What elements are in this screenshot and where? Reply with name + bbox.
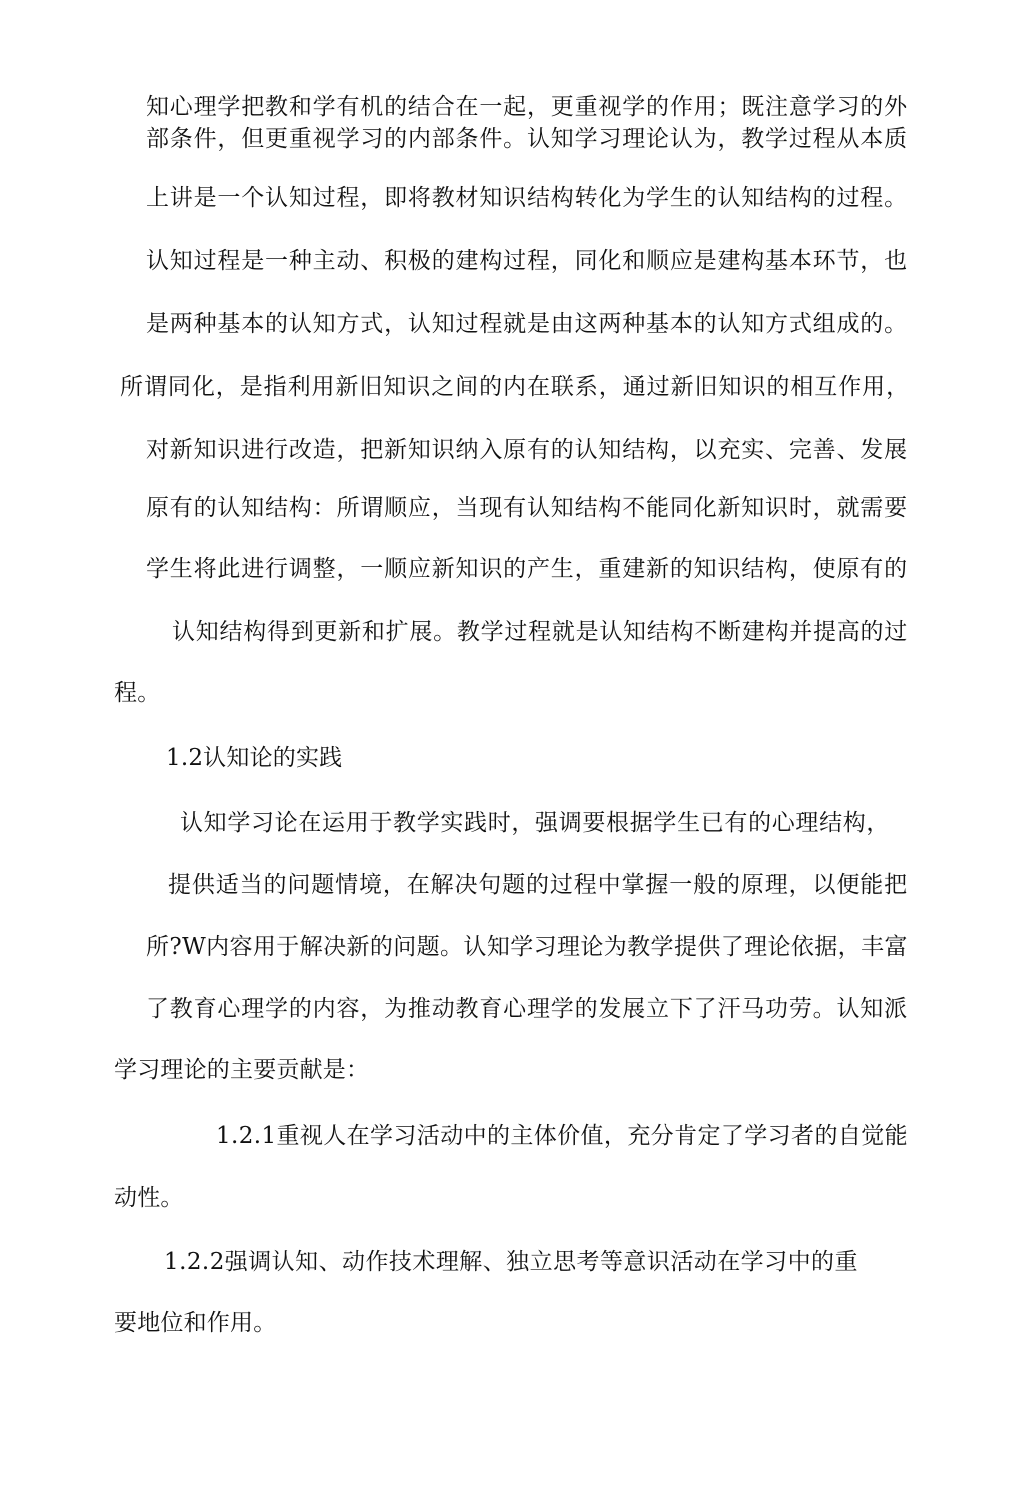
list-item-1-2-1: 1.2.1重视人在学习活动中的主体价值，充分肯定了学习者的自觉能 <box>216 1123 909 1149</box>
text-line: 学生将此进行调整，一顺应新知识的产生，重建新的知识结构，使原有的 <box>146 556 908 582</box>
text-line: 上讲是一个认知过程，即将教材知识结构转化为学生的认知结构的过程。 <box>146 185 908 211</box>
text-line: 对新知识进行改造，把新知识纳入原有的认知结构，以充实、完善、发展 <box>146 437 908 463</box>
text-line: 认知结构得到更新和扩展。教学过程就是认知结构不断建构并提高的过 <box>172 619 908 645</box>
text-line: 知心理学把教和学有机的结合在一起，更重视学的作用；既注意学习的外 <box>146 94 908 120</box>
text-line: 学习理论的主要贡献是： <box>114 1057 370 1083</box>
text-line: 提供适当的问题情境，在解决句题的过程中掌握一般的原理，以便能把 <box>168 872 908 898</box>
text-line: 是两种基本的认知方式，认知过程就是由这两种基本的认知方式组成的。 <box>146 311 908 337</box>
text-line: 了教育心理学的内容，为推动教育心理学的发展立下了汗马功劳。认知派 <box>146 996 908 1022</box>
text-line: 所?W内容用于解决新的问题。认知学习理论为教学提供了理论依据，丰富 <box>146 934 908 960</box>
text-line: 所谓同化，是指利用新旧知识之间的内在联系，通过新旧知识的相互作用， <box>120 374 911 400</box>
text-line: 动性。 <box>114 1185 184 1211</box>
text-line: 认知学习论在运用于教学实践时，强调要根据学生已有的心理结构， <box>180 810 891 836</box>
text-line: 要地位和作用。 <box>114 1310 277 1336</box>
text-line: 认知过程是一种主动、积极的建构过程，同化和顺应是建构基本环节，也 <box>146 248 908 274</box>
section-heading: 1.2认知论的实践 <box>166 745 343 771</box>
text-line: 程。 <box>114 680 161 706</box>
text-line: 部条件，但更重视学习的内部条件。认知学习理论认为，教学过程从本质 <box>146 126 908 152</box>
list-item-1-2-2: 1.2.2强调认知、动作技术理解、独立思考等意识活动在学习中的重 <box>164 1249 858 1275</box>
text-line: 原有的认知结构：所谓顺应，当现有认知结构不能同化新知识时，就需要 <box>146 495 908 521</box>
